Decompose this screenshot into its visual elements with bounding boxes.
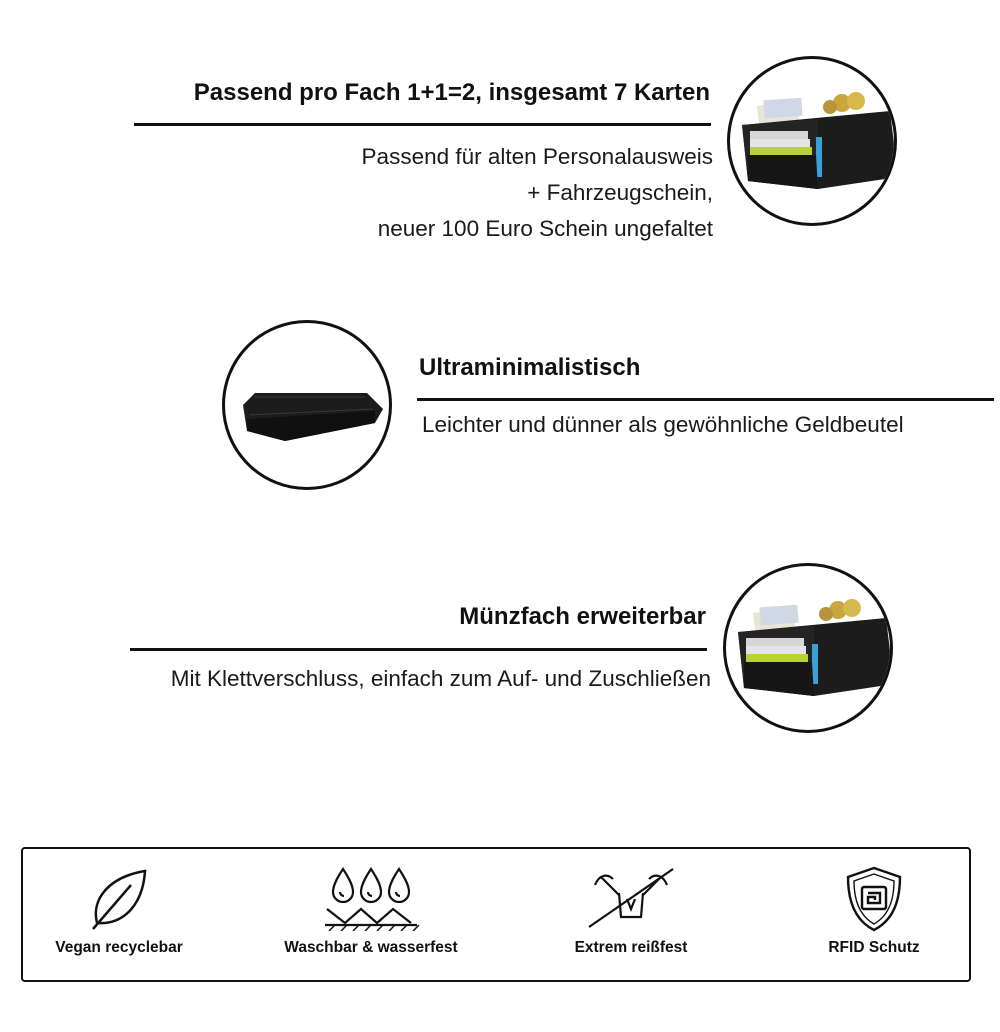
wallet-closed-icon	[222, 320, 392, 490]
water-drops-icon	[321, 865, 421, 936]
section-title: Passend pro Fach 1+1=2, insgesamt 7 Karten	[193, 79, 710, 106]
divider	[417, 398, 994, 401]
section-description	[362, 139, 713, 247]
feature-label: RFID Schutz	[828, 939, 920, 956]
description-line: neuer 100 Euro Schein ungefaltet	[377, 216, 713, 241]
description-line: Mit Klettverschluss, einfach zum Auf- und Zuschließen	[170, 666, 711, 691]
feature-label: Extrem reißfest	[574, 939, 688, 956]
section-minimalist	[0, 300, 1000, 520]
divider	[134, 123, 711, 126]
feature-label: Vegan recyclebar	[55, 939, 183, 956]
feature-washable	[275, 849, 467, 980]
divider	[130, 648, 707, 651]
tear-resistant-icon	[581, 865, 681, 936]
wallet-open-icon	[727, 56, 897, 226]
feature-label: Waschbar & wasserfest	[284, 939, 458, 956]
section-title: Ultraminimalistisch	[419, 354, 641, 381]
section-description	[171, 661, 711, 697]
feature-rfid	[778, 849, 970, 980]
description-line: Leichter und dünner als gewöhnliche Geldbeutel	[422, 412, 904, 437]
features-box	[21, 847, 971, 982]
section-description	[422, 407, 904, 443]
wallet-open-icon	[723, 563, 893, 733]
feature-tear-resistant	[535, 849, 727, 980]
feature-vegan	[23, 849, 215, 980]
description-line: + Fahrzeugschein,	[527, 180, 713, 205]
leaf-icon	[87, 865, 151, 936]
rfid-shield-icon	[844, 865, 904, 938]
section-card-capacity	[0, 0, 1000, 280]
description-line: Passend für alten Personalausweis	[361, 144, 713, 169]
section-coin-pocket	[0, 540, 1000, 760]
section-title: Münzfach erweiterbar	[459, 603, 706, 630]
